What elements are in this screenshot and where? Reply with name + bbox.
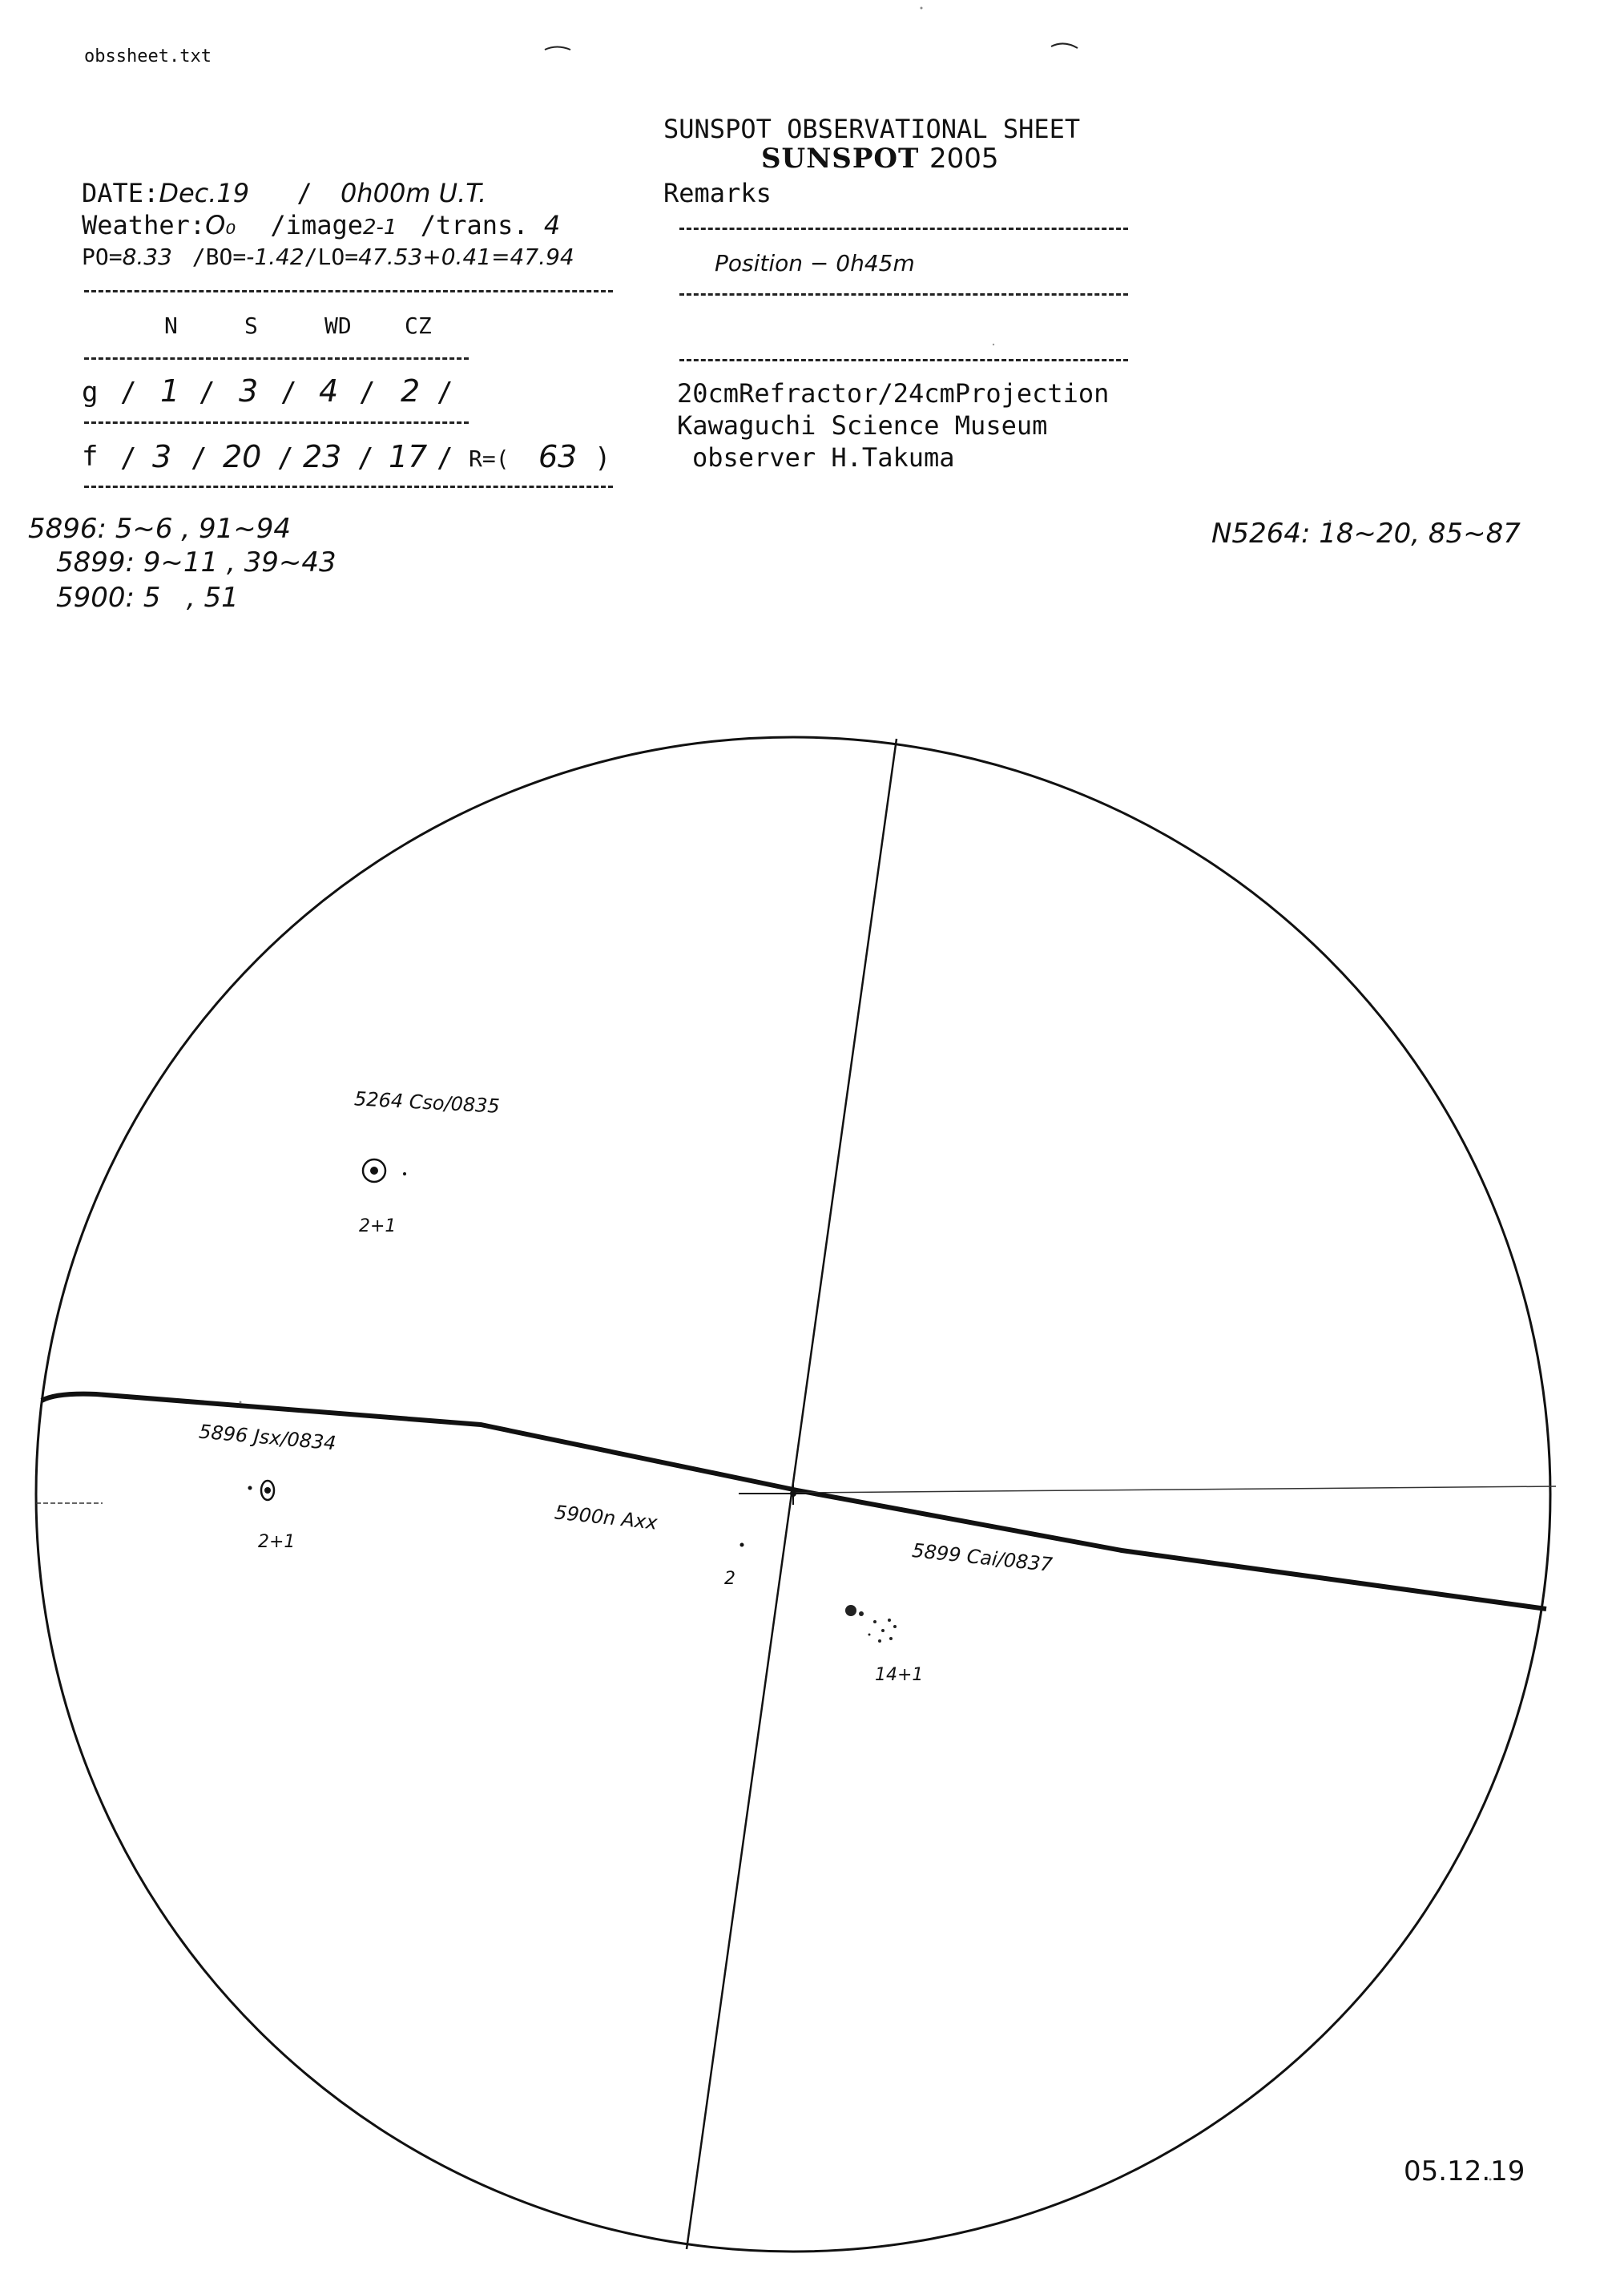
f-sep: / <box>277 442 294 474</box>
f-value-cz: 17 <box>389 439 428 474</box>
f-sep: / <box>191 442 208 474</box>
instrument-line-3: observer H.Takuma <box>692 442 955 473</box>
g-sep: / <box>199 377 216 409</box>
date-label: DATE: <box>82 178 159 208</box>
f-value-s: 20 <box>223 439 262 474</box>
g-sep: / <box>280 377 297 409</box>
time-value: 0h00m U.T. <box>340 178 487 208</box>
spot-5899-pore-icon <box>888 1619 891 1622</box>
g-value-cz: 2 <box>401 373 421 409</box>
top-mark-right-icon <box>1051 43 1078 48</box>
spot-label-5264: 5264 Cso/0835 <box>353 1087 501 1118</box>
spot-label-5896: 5896 Jsx/0834 <box>198 1420 337 1455</box>
header-divider-2 <box>84 357 469 360</box>
g-value-s: 3 <box>239 373 259 409</box>
spot-5899-leader-icon <box>845 1605 856 1616</box>
title-sunspot-label: SUNSPOT <box>761 143 920 175</box>
remarks-divider-3 <box>679 359 1128 361</box>
b0-value: -1.42 <box>246 244 304 270</box>
orientation-row <box>82 244 574 270</box>
f-sep: / <box>120 442 137 474</box>
spot-5899-spot-icon <box>859 1611 864 1616</box>
date-row <box>82 178 486 208</box>
l0-label: /LO= <box>304 244 359 270</box>
weather-label: Weather: <box>82 210 206 240</box>
region-note-5899: 5899: 9~11 , 39~43 <box>56 546 336 579</box>
spot-label-5900: 5900n Axx <box>553 1501 659 1534</box>
f-value-n: 3 <box>152 439 172 474</box>
remarks-position-note: Position − 0h45m <box>715 250 915 276</box>
title-year: 2005 <box>929 143 999 175</box>
spot-5896-umbra-icon <box>264 1487 271 1494</box>
count-column-cz: CZ <box>405 312 432 339</box>
header-divider-3 <box>84 421 469 424</box>
f-value-wd: 23 <box>303 439 342 474</box>
spot-count-5899: 14+1 <box>875 1665 924 1685</box>
spot-5896-pore-icon <box>248 1486 252 1490</box>
top-mark-left-icon <box>545 47 570 50</box>
spot-5899-pore-icon <box>878 1639 881 1643</box>
count-column-s: S <box>244 312 258 339</box>
header-divider-4 <box>84 486 613 488</box>
spot-5899-pore-icon <box>868 1634 871 1636</box>
spot-count-5264: 2+1 <box>359 1216 397 1236</box>
g-label: g <box>82 377 99 409</box>
spot-5899-pore-icon <box>873 1620 876 1623</box>
horizontal-reference-line <box>797 1486 1556 1493</box>
count-column-wd: WD <box>324 312 352 339</box>
trans-value: 4 <box>543 210 561 240</box>
f-sep: / <box>357 442 374 474</box>
image-label: /image <box>270 210 363 240</box>
r-value: 63 <box>538 439 578 474</box>
region-note-5264: N5264: 18~20, 85~87 <box>1211 518 1521 550</box>
weather-row <box>82 210 560 240</box>
sheet-title: SUNSPOT OBSERVATIONAL SHEET <box>663 114 1081 144</box>
header-divider-1 <box>84 290 613 292</box>
p0-value: 8.33 <box>122 244 172 270</box>
date-value: Dec.19 <box>159 178 250 208</box>
spot-count-5896: 2+1 <box>258 1532 296 1552</box>
spot-label-5899: 5899 Cai/0837 <box>911 1538 1054 1577</box>
trans-label: /trans. <box>420 210 529 240</box>
remarks-divider-2 <box>679 293 1128 296</box>
f-sep: / <box>437 442 453 474</box>
spot-count-5900: 2 <box>724 1569 735 1589</box>
remarks-label: Remarks <box>663 178 772 208</box>
g-value-n: 1 <box>160 373 180 409</box>
r-close: ) <box>594 442 611 474</box>
remarks-divider-1 <box>679 228 1128 230</box>
g-sep: / <box>359 377 376 409</box>
spot-5900-pore-icon <box>740 1543 744 1547</box>
instrument-line-2: Kawaguchi Science Museum <box>677 410 1048 441</box>
count-column-n: N <box>164 312 178 339</box>
b0-label: /BO= <box>191 244 247 270</box>
spot-5899-pore-icon <box>893 1625 897 1628</box>
spot-5264-pore-icon <box>403 1172 406 1175</box>
region-note-5896: 5896: 5~6 , 91~94 <box>28 513 291 545</box>
g-value-wd: 4 <box>319 373 339 409</box>
spot-5899-pore-icon <box>889 1637 893 1640</box>
filename-label: obssheet.txt <box>84 46 212 67</box>
instrument-line-1: 20cmRefractor/24cmProjection <box>677 378 1110 409</box>
region-note-5900: 5900: 5 , 51 <box>56 582 239 614</box>
spot-5264-umbra-icon <box>370 1167 378 1175</box>
spot-5899-pore-icon <box>881 1629 885 1632</box>
footer-date: 05.12.19 <box>1404 2155 1525 2187</box>
center-mark-icon <box>790 1490 796 1497</box>
p0-label: PO= <box>82 244 123 270</box>
g-sep: / <box>120 377 137 409</box>
r-label: R=( <box>469 446 510 472</box>
f-label: f <box>82 441 99 473</box>
weather-value: O₀ <box>205 210 236 240</box>
l0-value: 47.53+0.41=47.94 <box>358 244 574 270</box>
g-sep: / <box>437 377 453 409</box>
image-value: 2-1 <box>363 216 397 240</box>
time-separator: / <box>296 178 312 208</box>
